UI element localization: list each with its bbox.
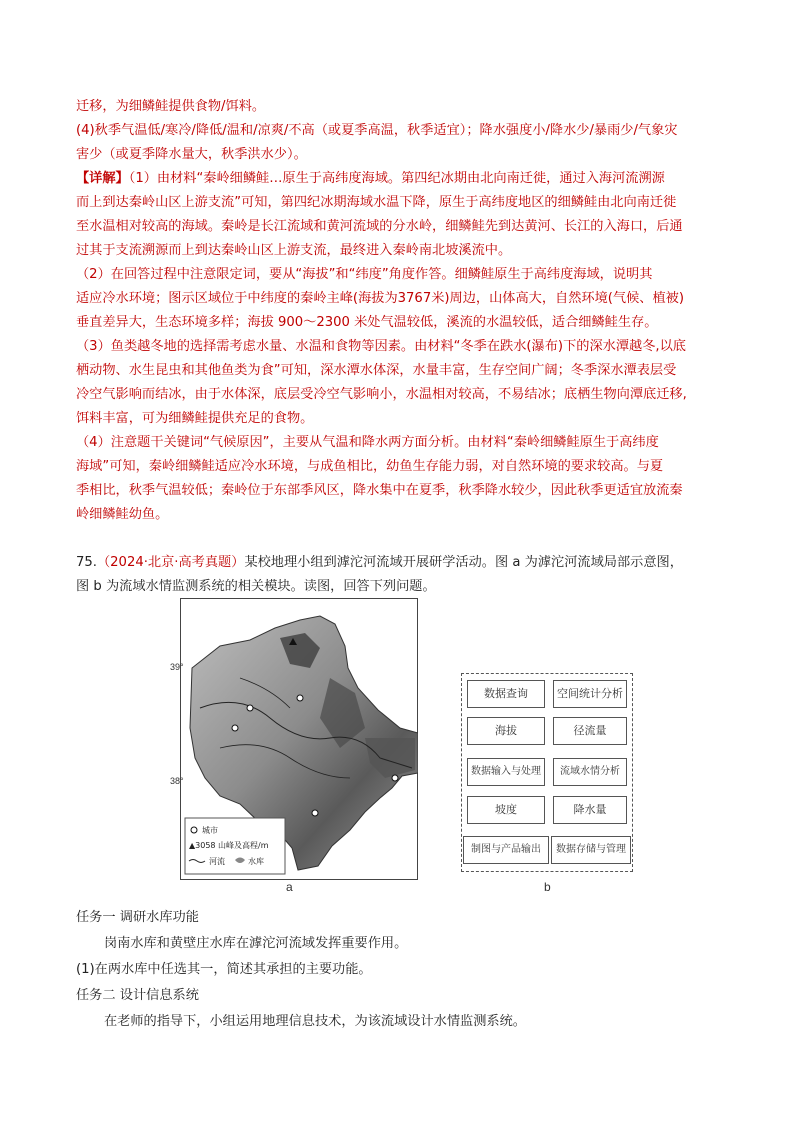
task-title: 任务二 设计信息系统: [76, 988, 199, 1003]
lat-label: 39°: [170, 662, 184, 672]
question-block: [76, 551, 736, 599]
task-title: 任务一 调研水库功能: [76, 910, 199, 925]
detail-block: [76, 167, 736, 527]
legend-peak: ▲3058 山峰及高程/m: [189, 841, 269, 850]
detail-line: 而上到达秦岭山区上游支流”可知，第四纪冰期海域水温下降，原生于高纬度地区的细鳞鲑由北向南迁徙: [76, 195, 677, 210]
city-marker: [232, 725, 238, 731]
question-text: 图 b 为流域水情监测系统的相关模块。读图，回答下列问题。: [76, 579, 436, 594]
lon-label: [230, 598, 252, 599]
city-marker: [247, 705, 253, 711]
module-box: 径流量: [553, 717, 627, 745]
detail-line: （1）由材料“秦岭细鳞鲑…原生于高纬度海域。第四纪冰期由北向南迁徙，通过入海河流溯源: [128, 171, 665, 186]
city-marker: [297, 695, 303, 701]
legend-reservoir: 水库: [248, 857, 264, 866]
detail-line: （3）鱼类越冬地的选择需考虑水量、水温和食物等因素。由材料“冬季在跌水(瀑布)下的深水潭越冬,以底: [76, 339, 686, 354]
module-box: 数据查询: [467, 680, 545, 708]
module-box: 降水量: [553, 796, 627, 824]
detail-line: 栖动物、水生昆虫和其他鱼类为食”可知，深水潭水体深，水量丰富，生存空间广阔；冬季深水潭表层受: [76, 363, 677, 378]
lat-label: 38°: [170, 776, 184, 786]
module-box: 空间统计分析: [553, 680, 627, 708]
task-question: (1)在两水库中任选其一，简述其承担的主要功能。: [76, 962, 372, 977]
detail-line: 适应冷水环境；图示区域位于中纬度的秦岭主峰(海拔为3767米)周边，山体高大，自然环境(气候、植被): [76, 291, 685, 306]
detail-line: 至水温相对较高的海域。秦岭是长江流域和黄河流域的分水岭，细鳞鲑先到达黄河、长江的入海口，后通: [76, 219, 683, 234]
module-box: 数据存储与管理: [551, 836, 631, 864]
question-text: 某校地理小组到滹沱河流域开展研学活动。图 a 为滹沱河流域局部示意图，: [244, 555, 683, 570]
detail-line: （2）在回答过程中注意限定词，要从“海拔”和“纬度”角度作答。细鳞鲑原生于高纬度海域，说明其: [76, 267, 653, 282]
detail-line: 过其于支流溯源而上到达秦岭山区上游支流，最终进入秦岭南北坡溪流中。: [76, 243, 512, 258]
detail-line: 饵料丰富，可为细鳞鲑提供充足的食物。: [76, 411, 314, 426]
figure-caption-b: b: [544, 880, 551, 894]
map-figure-a: [180, 598, 418, 880]
city-marker: [312, 810, 318, 816]
detail-line: 海域”可知，秦岭细鳞鲑适应冷水环境，与成鱼相比，幼鱼生存能力弱，对自然环境的要求较高。与夏: [76, 459, 664, 474]
module-box: 制图与产品输出: [463, 836, 549, 864]
answer-block: [76, 95, 736, 167]
task-block: [76, 905, 736, 1035]
module-box: 流域水情分析: [553, 758, 627, 786]
task-text: 岗南水库和黄壁庄水库在滹沱河流域发挥重要作用。: [104, 936, 408, 951]
question-number: 75.: [76, 555, 97, 570]
detail-line: 季相比，秋季气温较低；秦岭位于东部季风区，降水集中在夏季，秋季降水较少，因此秋季更适宜放流秦: [76, 483, 683, 498]
answer-line: 迁移，为细鳞鲑提供食物/饵料。: [76, 99, 266, 114]
question-source: （2024·北京·高考真题）: [96, 555, 245, 570]
module-box: 坡度: [467, 796, 545, 824]
detail-tag: 【详解】: [76, 171, 129, 186]
detail-line: （4）注意题干关键词“气候原因”，主要从气温和降水两方面分析。由材料“秦岭细鳞鲑原生于高纬度: [76, 435, 659, 450]
lon-label: [312, 598, 334, 599]
detail-line: 冷空气影响而结冰，由于水体深，底层受冷空气影响小，水温相对较高，不易结冰；底栖生物向潭底迁移,: [76, 387, 687, 402]
task-text: 在老师的指导下，小组运用地理信息技术，为该流域设计水情监测系统。: [104, 1014, 526, 1029]
city-legend-icon: [191, 827, 197, 833]
module-box: 数据输入与处理: [467, 758, 545, 786]
answer-line: (4)秋季气温低/寒冷/降低/温和/凉爽/不高（或夏季高温，秋季适宜）；降水强度小/降水少/暴雨少/气象灾: [76, 123, 678, 138]
answer-line: 害少（或夏季降水量大，秋季洪水少）。: [76, 147, 307, 162]
legend-river: 河流: [209, 857, 225, 866]
figure-caption-a: a: [286, 880, 293, 894]
legend-city: 城市: [202, 826, 218, 835]
module-box: 海拔: [467, 717, 545, 745]
detail-line: 岭细鳞鲑幼鱼。: [76, 507, 169, 522]
city-marker: [392, 775, 398, 781]
detail-line: 垂直差异大，生态环境多样；海拔 900～2300 米处气温较低，溪流的水温较低，适合细鳞鲑生存。: [76, 315, 658, 330]
